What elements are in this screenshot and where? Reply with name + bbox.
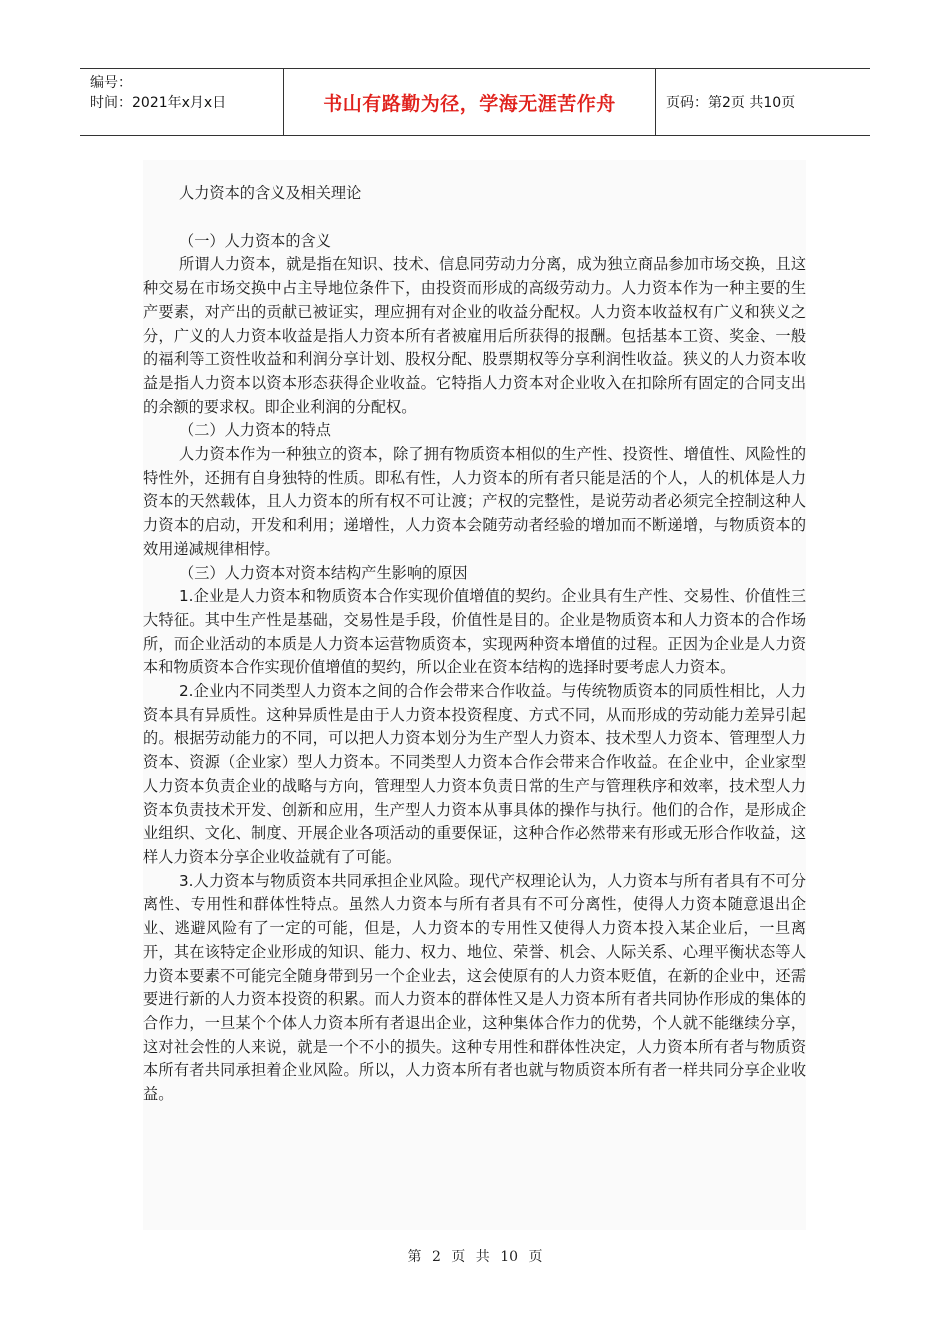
page-label: 页码：第2页 共10页 <box>666 95 796 111</box>
point-number-3: 3. <box>179 871 194 890</box>
page-footer: 第 2 页 共 10 页 <box>407 1249 543 1265</box>
motto-text: 书山有路勤为径，学海无涯苦作舟 <box>323 92 616 115</box>
point-text-2: 企业内不同类型人力资本之间的合作会带来合作收益。与传统物质资本的同质性相比，人力资本具有异质性。这种异质性是由于人力资本投资程度、方式不同，从而形成的劳动能力差异引起的。根据劳动能力的不同，可以把人力资本划分为生产型人力资本、技术型人力资本、管理型人力资本、资源（企业家）型人力资本。不同类型人力资本合作会带来合作收益。在企业中，企业家型人力资本负责企业的战略与方向，管理型人力资本负责日常的生产与管理秩序和效率，技术型人力资本负责技术开发、创新和应用，生产型人力资本从事具体的操作与执行。他们的合作，是形成企业组织、文化、制度、开展企业各项活动的重要保证，这种合作必然带来有形或无形合作收益，这样人力资本分享企业收益就有了可能。 <box>143 682 806 866</box>
spacer <box>143 206 806 230</box>
point-text-3: 人力资本与物质资本共同承担企业风险。现代产权理论认为，人力资本与所有者具有不可分离性、专用性和群体性特点。虽然人力资本与所有者具有不可分离性，使得人力资本随意退出企业、逃避风险有了一定的可能，但是，人力资本的专用性又使得人力资本投入某企业后，一旦离开，其在该特定企业形成的知识、能力、权力、地位、荣誉、机会、人际关系、心理平衡状态等人力资本要素不可能完全随身带到另一个企业去，这会使原有的人力资本贬值，在新的企业中，还需要进行新的人力资本投资的积累。而人力资本的群体性又是人力资本所有者共同协作形成的集体的合作力，一旦某个个体人力资本所有者退出企业，这种集体合作力的优势，个人就不能继续分享，这对社会性的人来说，就是一个不小的损失。这种专用性和群体性决定，人力资本所有者与物质资本所有者共同承担着企业风险。所以，人力资本所有者也就与物质资本所有者一样共同分享企业收益。 <box>143 871 806 1104</box>
header-meta-cell <box>80 69 284 135</box>
section-paragraph-1: 所谓人力资本，就是指在知识、技术、信息同劳动力分离，成为独立商品参加市场交换，且这种交易在市场交换中占主导地位条件下，由投资而形成的高级劳动力。人力资本作为一种主要的生产要素，对产出的贡献已被证实，理应拥有对企业的收益分配权。人力资本收益权有广义和狭义之分，广义的人力资本收益是指人力资本所有者被雇用后所获得的报酬。包括基本工资、奖金、一般的福利等工资性收益和利润分享计划、股权分配、股票期权等分享利润性收益。狭义的人力资本收益是指人力资本以资本形态获得企业收益。它特指人力资本对企业收入在扣除所有固定的合同支出的余额的要求权。即企业利润的分配权。 <box>143 255 806 416</box>
date-label: 时间：2021年x月x日 <box>90 95 227 111</box>
point-paragraph-2 <box>143 680 806 870</box>
section-paragraph-2: 人力资本作为一种独立的资本，除了拥有物质资本相似的生产性、投资性、增值性、风险性的特性外，还拥有自身独特的性质。即私有性，人力资本的所有者只能是活的个人，人的机体是人力资本的天然载体，且人力资本的所有权不可让渡；产权的完整性，是说劳动者必须完全控制这种人力资本的启动，开发和利用；递增性，人力资本会随劳动者经验的增加而不断递增，与物质资本的效用递减规律相悖。 <box>143 445 806 558</box>
section-heading-3: （三）人力资本对资本结构产生影响的原因 <box>179 563 468 582</box>
point-text-1: 企业是人力资本和物质资本合作实现价值增值的契约。企业具有生产性、交易性、价值性三大特征。其中生产性是基础，交易性是手段，价值性是目的。企业是物质资本和人力资本的合作场所，而企业活动的本质是人力资本运营物质资本，实现两种资本增值的过程。正因为企业是人力资本和物质资本合作实现价值增值的契约，所以企业在资本结构的选择时要考虑人力资本。 <box>143 587 806 677</box>
header-page-cell <box>656 69 870 135</box>
header-motto-cell <box>284 69 656 135</box>
point-paragraph-1 <box>143 585 806 680</box>
page-header <box>80 68 870 136</box>
document-body <box>143 160 806 1230</box>
point-paragraph-3 <box>143 870 806 1107</box>
point-number-1: 1. <box>179 587 194 606</box>
point-number-2: 2. <box>179 682 194 701</box>
number-label: 编号： <box>90 75 132 91</box>
document-title: 人力资本的含义及相关理论 <box>179 184 362 202</box>
section-heading-1: （一）人力资本的含义 <box>179 231 331 250</box>
section-heading-2: （二）人力资本的特点 <box>179 421 331 440</box>
